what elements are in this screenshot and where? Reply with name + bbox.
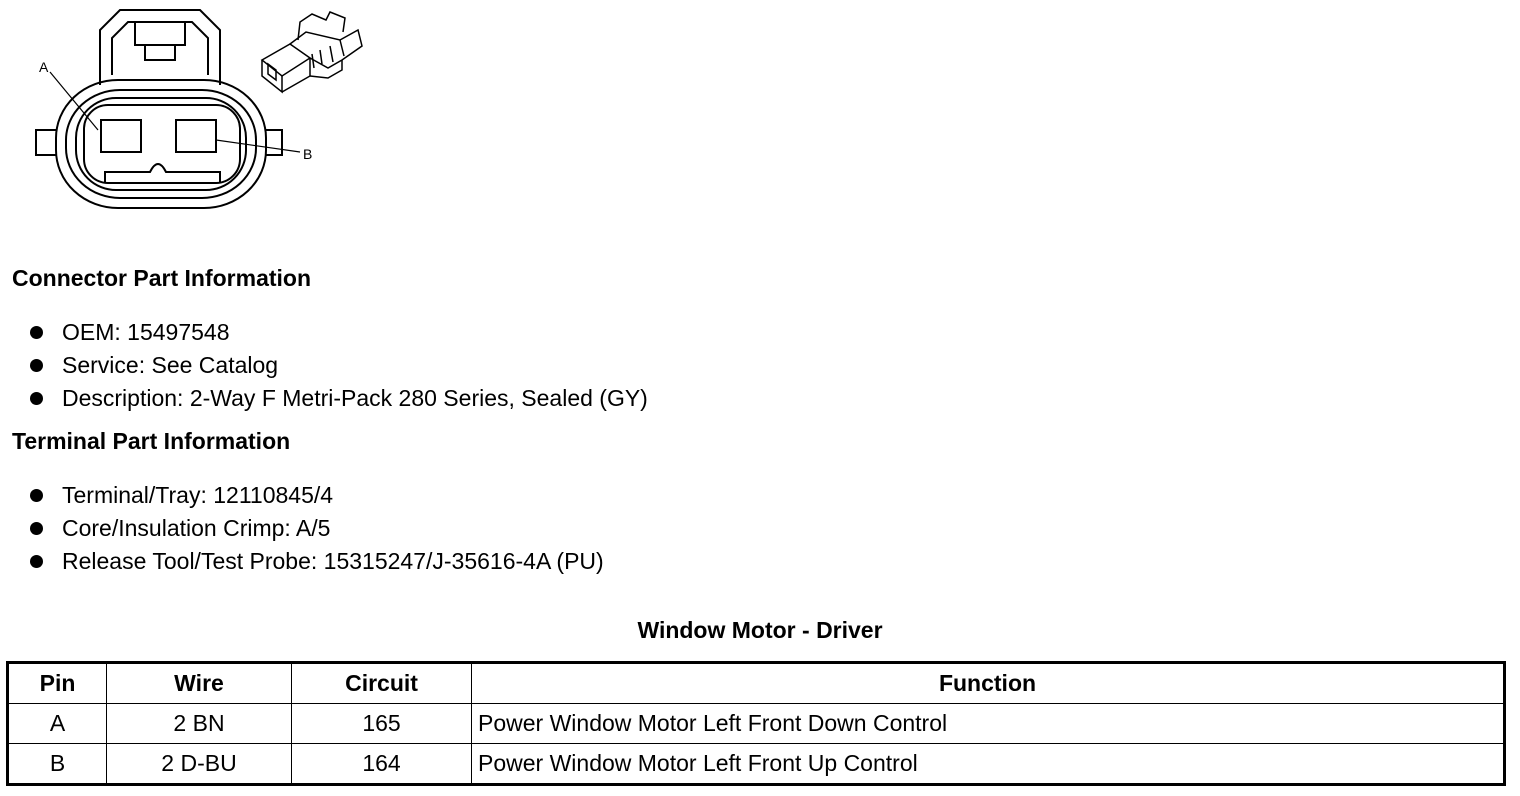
bullet-icon	[30, 522, 43, 535]
table-header-row	[8, 663, 1505, 704]
cell-pin: B	[8, 744, 107, 785]
table-row	[8, 704, 1505, 744]
list-item	[28, 349, 648, 382]
callout-a-label: A	[39, 59, 49, 75]
list-item	[28, 382, 648, 415]
column-header-function: Function	[472, 663, 1505, 704]
connector-iso-view	[262, 12, 362, 92]
list-item-text: Service: See Catalog	[62, 352, 279, 378]
terminal-part-info-list	[28, 479, 604, 578]
list-item-text: Core/Insulation Crimp: A/5	[62, 515, 331, 541]
column-header-wire: Wire	[107, 663, 292, 704]
list-item-text: Terminal/Tray: 12110845/4	[62, 482, 334, 508]
table-row	[8, 744, 1505, 785]
bullet-icon	[30, 326, 43, 339]
cell-wire: 2 D-BU	[107, 744, 292, 785]
connector-part-info-heading: Connector Part Information	[12, 265, 312, 291]
list-item	[28, 512, 604, 545]
connector-part-info-list	[28, 316, 648, 415]
cell-circuit: 165	[292, 704, 472, 744]
bullet-icon	[30, 489, 43, 502]
cell-function: Power Window Motor Left Front Up Control	[472, 744, 1505, 785]
list-item	[28, 316, 648, 349]
table-title: Window Motor - Driver	[637, 617, 883, 643]
bullet-icon	[30, 555, 43, 568]
list-item-text: OEM: 15497548	[62, 319, 230, 345]
column-header-circuit: Circuit	[292, 663, 472, 704]
callout-b-label: B	[303, 146, 313, 162]
column-header-pin: Pin	[8, 663, 107, 704]
terminal-part-info-heading: Terminal Part Information	[12, 428, 291, 454]
bullet-icon	[30, 392, 43, 405]
cell-wire: 2 BN	[107, 704, 292, 744]
cell-pin: A	[8, 704, 107, 744]
list-item	[28, 545, 604, 578]
list-item-text: Description: 2-Way F Metri-Pack 280 Series, Sealed (GY)	[62, 385, 648, 411]
list-item	[28, 479, 604, 512]
bullet-icon	[30, 359, 43, 372]
pinout-table	[6, 661, 1506, 786]
list-item-text: Release Tool/Test Probe: 15315247/J-35616-4A (PU)	[62, 548, 604, 574]
cell-circuit: 164	[292, 744, 472, 785]
connector-diagram	[0, 0, 400, 230]
cell-function: Power Window Motor Left Front Down Control	[472, 704, 1505, 744]
